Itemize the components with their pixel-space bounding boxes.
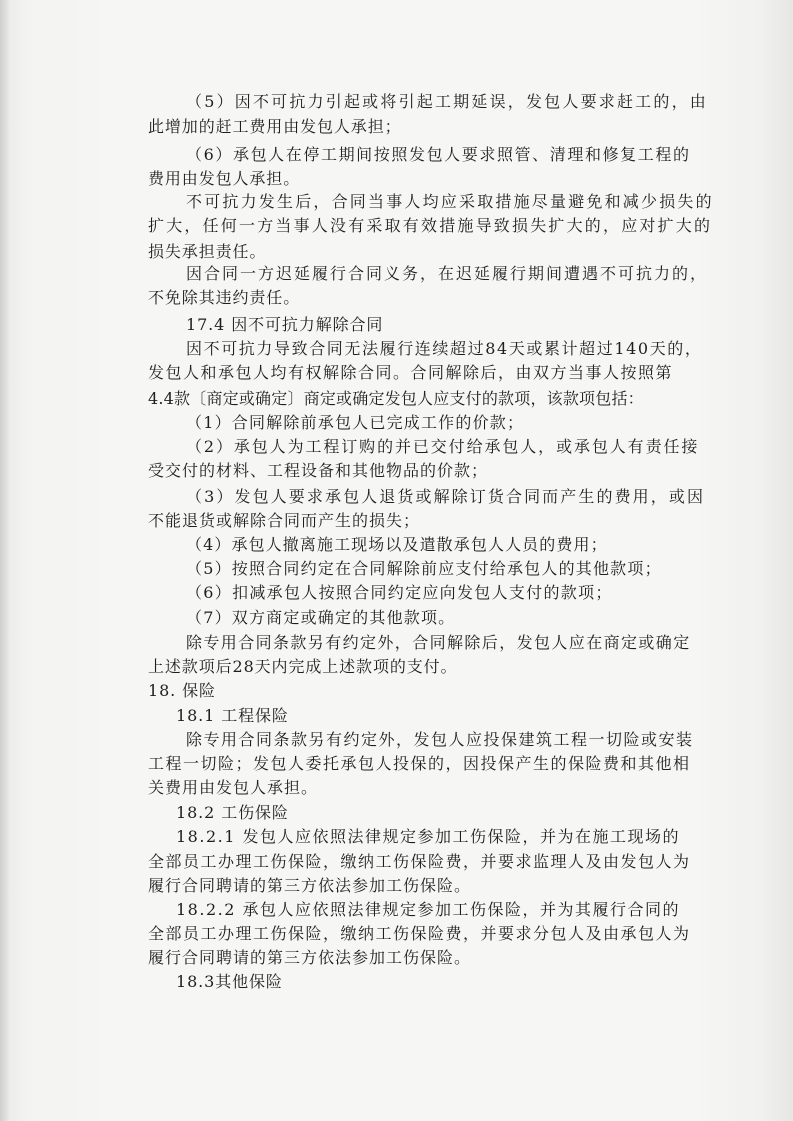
text-line: 关费用由发包人承担。 bbox=[148, 778, 319, 797]
text-line: （6）承包人在停工期间按照发包人要求照管、清理和修复工程的 bbox=[186, 145, 691, 164]
text-line: 损失承担责任。 bbox=[148, 242, 267, 261]
text-line: （5）因不可抗力引起或将引起工期延误，发包人要求赶工的，由 bbox=[186, 92, 708, 111]
text-line: 全部员工办理工伤保险，缴纳工伤保险费，并要求监理人及由发包人为 bbox=[148, 852, 691, 871]
list-item: （4）承包人撤离施工现场以及遣散承包人人员的费用； bbox=[186, 535, 608, 554]
text-line: 全部员工办理工伤保险，缴纳工伤保险费，并要求分包人及由承包人为 bbox=[148, 924, 691, 943]
text-line: 受交付的材料、工程设备和其他物品的价款； bbox=[148, 461, 489, 480]
text-line: 上述款项后28天内完成上述款项的支付。 bbox=[148, 657, 458, 676]
section-heading: 17.4 因不可抗力解除合同 bbox=[186, 315, 384, 334]
list-item: （1）合同解除前承包人已完成工作的价款； bbox=[186, 413, 525, 432]
text-line: 不能退货或解除合同而产生的损失； bbox=[148, 511, 421, 530]
list-item: （5）按照合同约定在合同解除前应支付给承包人的其他款项； bbox=[186, 559, 662, 578]
text-line: 因不可抗力导致合同无法履行连续超过84天或累计超过140天的， bbox=[186, 339, 703, 358]
text-line: 不可抗力发生后，合同当事人均应采取措施尽量避免和减少损失的 bbox=[186, 192, 714, 211]
text-line: 因合同一方迟延履行合同义务，在迟延履行期间遭遇不可抗力的， bbox=[186, 264, 709, 283]
text-line: 不免除其违约责任。 bbox=[148, 288, 301, 307]
list-item: （2）承包人为工程订购的并已交付给承包人，或承包人有责任接 bbox=[186, 437, 700, 456]
section-heading: 18.3其他保险 bbox=[176, 972, 283, 991]
list-item: （6）扣减承包人按照合同约定应向发包人支付的款项； bbox=[186, 583, 613, 602]
text-line: 18.2.1 发包人应依照法律规定参加工伤保险，并为在施工现场的 bbox=[176, 827, 680, 846]
chapter-heading: 18. 保险 bbox=[148, 681, 216, 700]
text-line: 履行合同聘请的第三方依法参加工伤保险。 bbox=[148, 876, 472, 895]
text-line: 费用由发包人承担。 bbox=[148, 169, 301, 188]
text-line: 18.2.2 承包人应依照法律规定参加工伤保险，并为其履行合同的 bbox=[176, 900, 680, 919]
section-heading: 18.1 工程保险 bbox=[176, 706, 289, 725]
text-line: 4.4款〔商定或确定〕商定或确定发包人应支付的款项，该款项包括： bbox=[148, 389, 644, 408]
text-line: 除专用合同条款另有约定外，发包人应投保建筑工程一切险或安装 bbox=[186, 730, 694, 749]
text-line: 履行合同聘请的第三方依法参加工伤保险。 bbox=[148, 948, 472, 967]
text-line: 发包人和承包人均有权解除合同。合同解除后，由双方当事人按照第 bbox=[148, 363, 674, 382]
page-edge-shadow bbox=[0, 0, 10, 1121]
text-line: 扩大，任何一方当事人没有采取有效措施导致损失扩大的，应对扩大的 bbox=[148, 216, 713, 235]
section-heading: 18.2 工伤保险 bbox=[176, 803, 289, 822]
text-line: 除专用合同条款另有约定外，合同解除后，发包人应在商定或确定 bbox=[186, 633, 691, 652]
text-line: 此增加的赶工费用由发包人承担； bbox=[148, 117, 402, 136]
text-line: 工程一切险；发包人委托承包人投保的，因投保产生的保险费和其他相 bbox=[148, 754, 691, 773]
list-item: （3）发包人要求承包人退货或解除订货合同而产生的费用，或因 bbox=[186, 487, 706, 506]
list-item: （7）双方商定或确定的其他款项。 bbox=[186, 608, 456, 627]
